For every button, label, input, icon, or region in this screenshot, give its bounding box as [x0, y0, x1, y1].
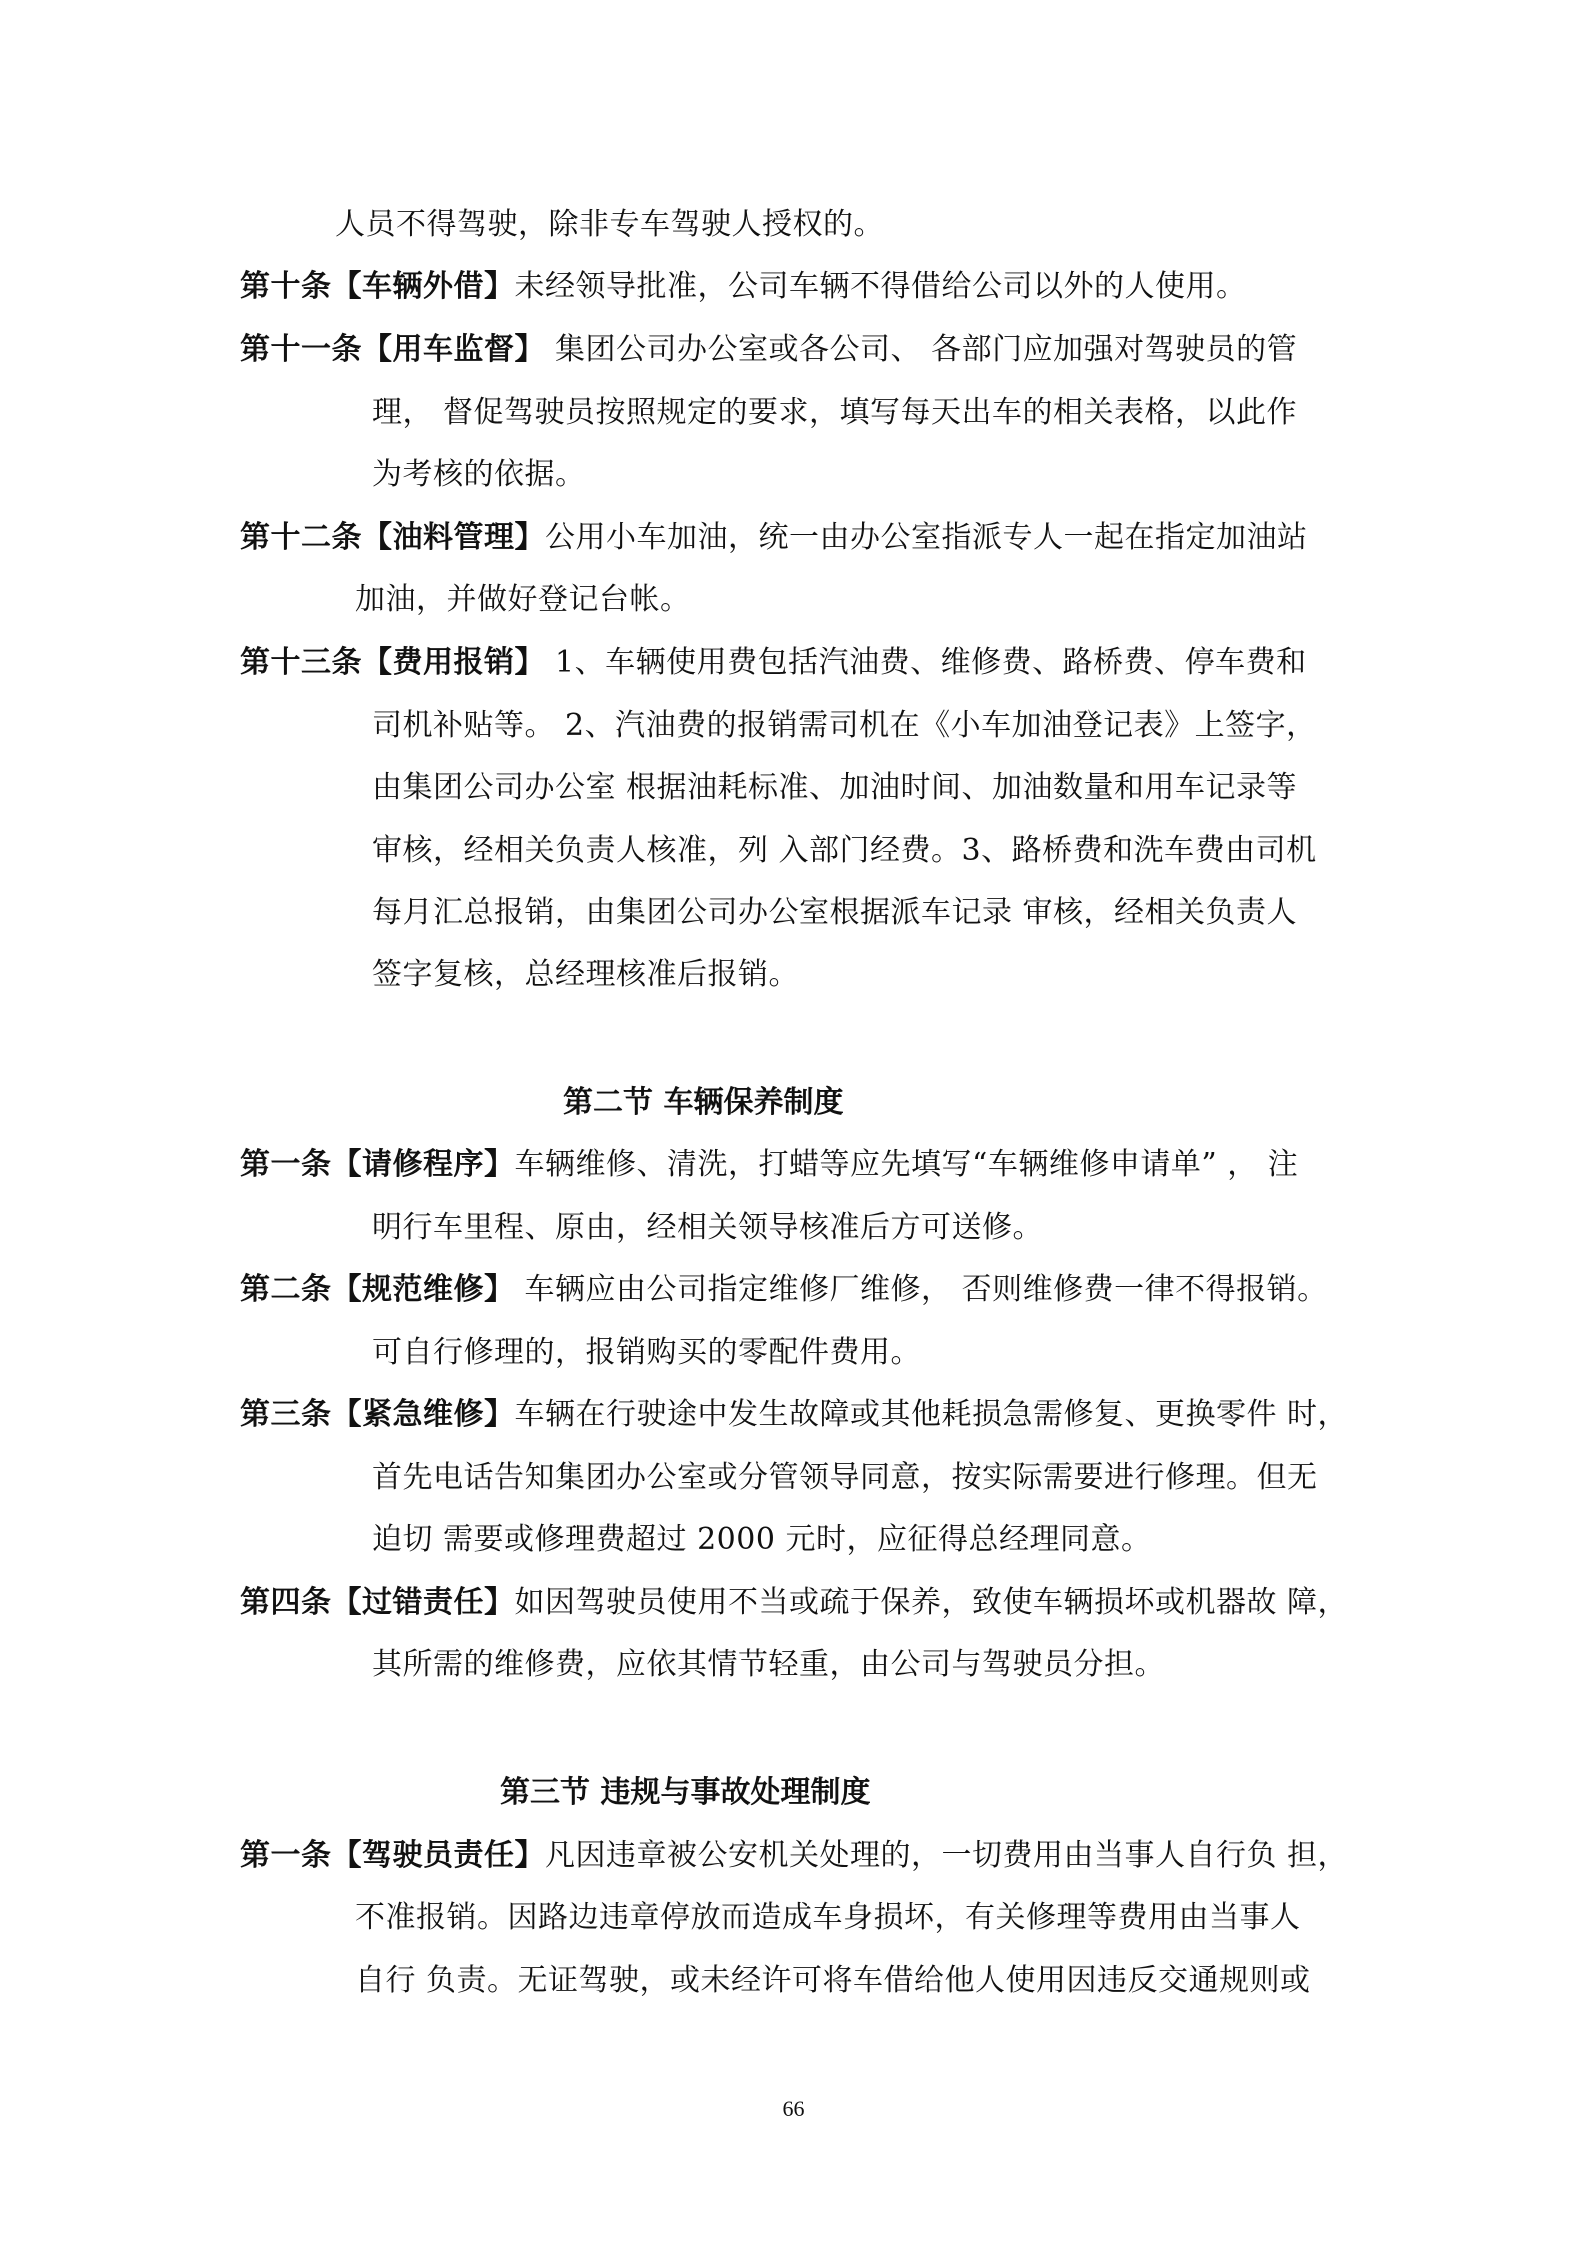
- text: 为考核的依据。: [372, 457, 586, 492]
- paragraph-line: [372, 393, 1297, 433]
- article-4: [240, 1583, 1348, 1623]
- text: 不准报销。因路边违章停放而造成车身损坏，有关修理等费用由当事人: [355, 1900, 1301, 1935]
- section-title: 第三节 违规与事故处理制度: [500, 1775, 871, 1810]
- article-text: 车辆应由公司指定维修厂维修， 否则维修费一律不得报销。: [514, 1272, 1328, 1307]
- article-text: 车辆维修、清洗，打蜡等应先填写“车辆维修申请单” ， 注: [514, 1147, 1299, 1182]
- text: 可自行修理的，报销购买的零配件费用。: [372, 1335, 921, 1370]
- article-11: [240, 330, 1297, 370]
- article-text: 如因驾驶员使用不当或疏于保养，致使车辆损坏或机器故 障，: [514, 1585, 1349, 1620]
- text: 加油，并做好登记台帐。: [355, 582, 691, 617]
- section-title: 第二节 车辆保养制度: [563, 1085, 844, 1120]
- paragraph-line: [355, 1961, 1311, 2001]
- paragraph-line: [372, 455, 586, 495]
- paragraph-line: [372, 955, 799, 995]
- paragraph-line: [355, 1898, 1301, 1938]
- article-heading: 第十一条【用车监督】: [240, 332, 545, 367]
- paragraph-line: [372, 1645, 1165, 1685]
- text: 审核，经相关负责人核准，列 入部门经费。3、路桥费和洗车费由司机: [372, 833, 1317, 868]
- article-heading: 第一条【请修程序】: [240, 1147, 515, 1182]
- paragraph-line: [372, 1333, 921, 1373]
- text: 其所需的维修费，应依其情节轻重，由公司与驾驶员分担。: [372, 1647, 1165, 1682]
- page-number: 66: [782, 2096, 805, 2121]
- article-heading: 第一条【驾驶员责任】: [240, 1838, 545, 1873]
- text: 自行 负责。无证驾驶，或未经许可将车借给他人使用因违反交通规则或: [355, 1963, 1311, 1998]
- paragraph-line: [372, 706, 1317, 746]
- article-2: [240, 1270, 1328, 1310]
- paragraph-line: [372, 1458, 1318, 1498]
- text: 理， 督促驾驶员按照规定的要求，填写每天出车的相关表格，以此作: [372, 395, 1298, 430]
- article-heading: 第十三条【费用报销】: [240, 645, 545, 680]
- article-text: 凡因违章被公安机关处理的，一切费用由当事人自行负 担，: [545, 1838, 1349, 1873]
- article-heading: 第十条【车辆外借】: [240, 269, 515, 304]
- article-3: [240, 1395, 1348, 1435]
- text: 由集团公司办公室 根据油耗标准、加油时间、加油数量和用车记录等: [372, 770, 1298, 805]
- article-text: 公用小车加油，统一由办公室指派专人一起在指定加油站: [545, 520, 1308, 555]
- article-heading: 第四条【过错责任】: [240, 1585, 515, 1620]
- text: 司机补贴等。 2、汽油费的报销需司机在《小车加油登记表》上签字，: [372, 708, 1317, 743]
- article-text: 未经领导批准，公司车辆不得借给公司以外的人使用。: [514, 269, 1247, 304]
- paragraph-line: [372, 831, 1317, 871]
- text: 签字复核，总经理核准后报销。: [372, 957, 799, 992]
- article-heading: 第三条【紧急维修】: [240, 1397, 515, 1432]
- paragraph-line: [372, 1208, 1043, 1248]
- paragraph-line: [335, 205, 884, 245]
- article-10: [240, 267, 1247, 307]
- paragraph-line: [355, 580, 691, 620]
- article-text: 1、车辆使用费包括汽油费、维修费、路桥费、停车费和: [545, 645, 1307, 680]
- text: 每月汇总报销，由集团公司办公室根据派车记录 审核，经相关负责人: [372, 895, 1298, 930]
- article-heading: 第十二条【油料管理】: [240, 520, 545, 555]
- text: 迫切 需要或修理费超过 2000 元时，应征得总经理同意。: [372, 1522, 1152, 1557]
- article-1: [240, 1145, 1298, 1185]
- paragraph-line: [372, 893, 1297, 933]
- article-12: [240, 518, 1308, 558]
- text: 人员不得驾驶，除非专车驾驶人授权的。: [335, 207, 884, 242]
- article-text: 集团公司办公室或各公司、 各部门应加强对驾驶员的管: [545, 332, 1298, 367]
- article-text: 车辆在行驶途中发生故障或其他耗损急需修复、更换零件 时，: [514, 1397, 1349, 1432]
- article-heading: 第二条【规范维修】: [240, 1272, 515, 1307]
- article-1-driver: [240, 1836, 1348, 1876]
- paragraph-line: [372, 1520, 1151, 1560]
- text: 首先电话告知集团办公室或分管领导同意，按实际需要进行修理。但无: [372, 1460, 1318, 1495]
- paragraph-line: [372, 768, 1297, 808]
- text: 明行车里程、原由，经相关领导核准后方可送修。: [372, 1210, 1043, 1245]
- article-13: [240, 643, 1307, 683]
